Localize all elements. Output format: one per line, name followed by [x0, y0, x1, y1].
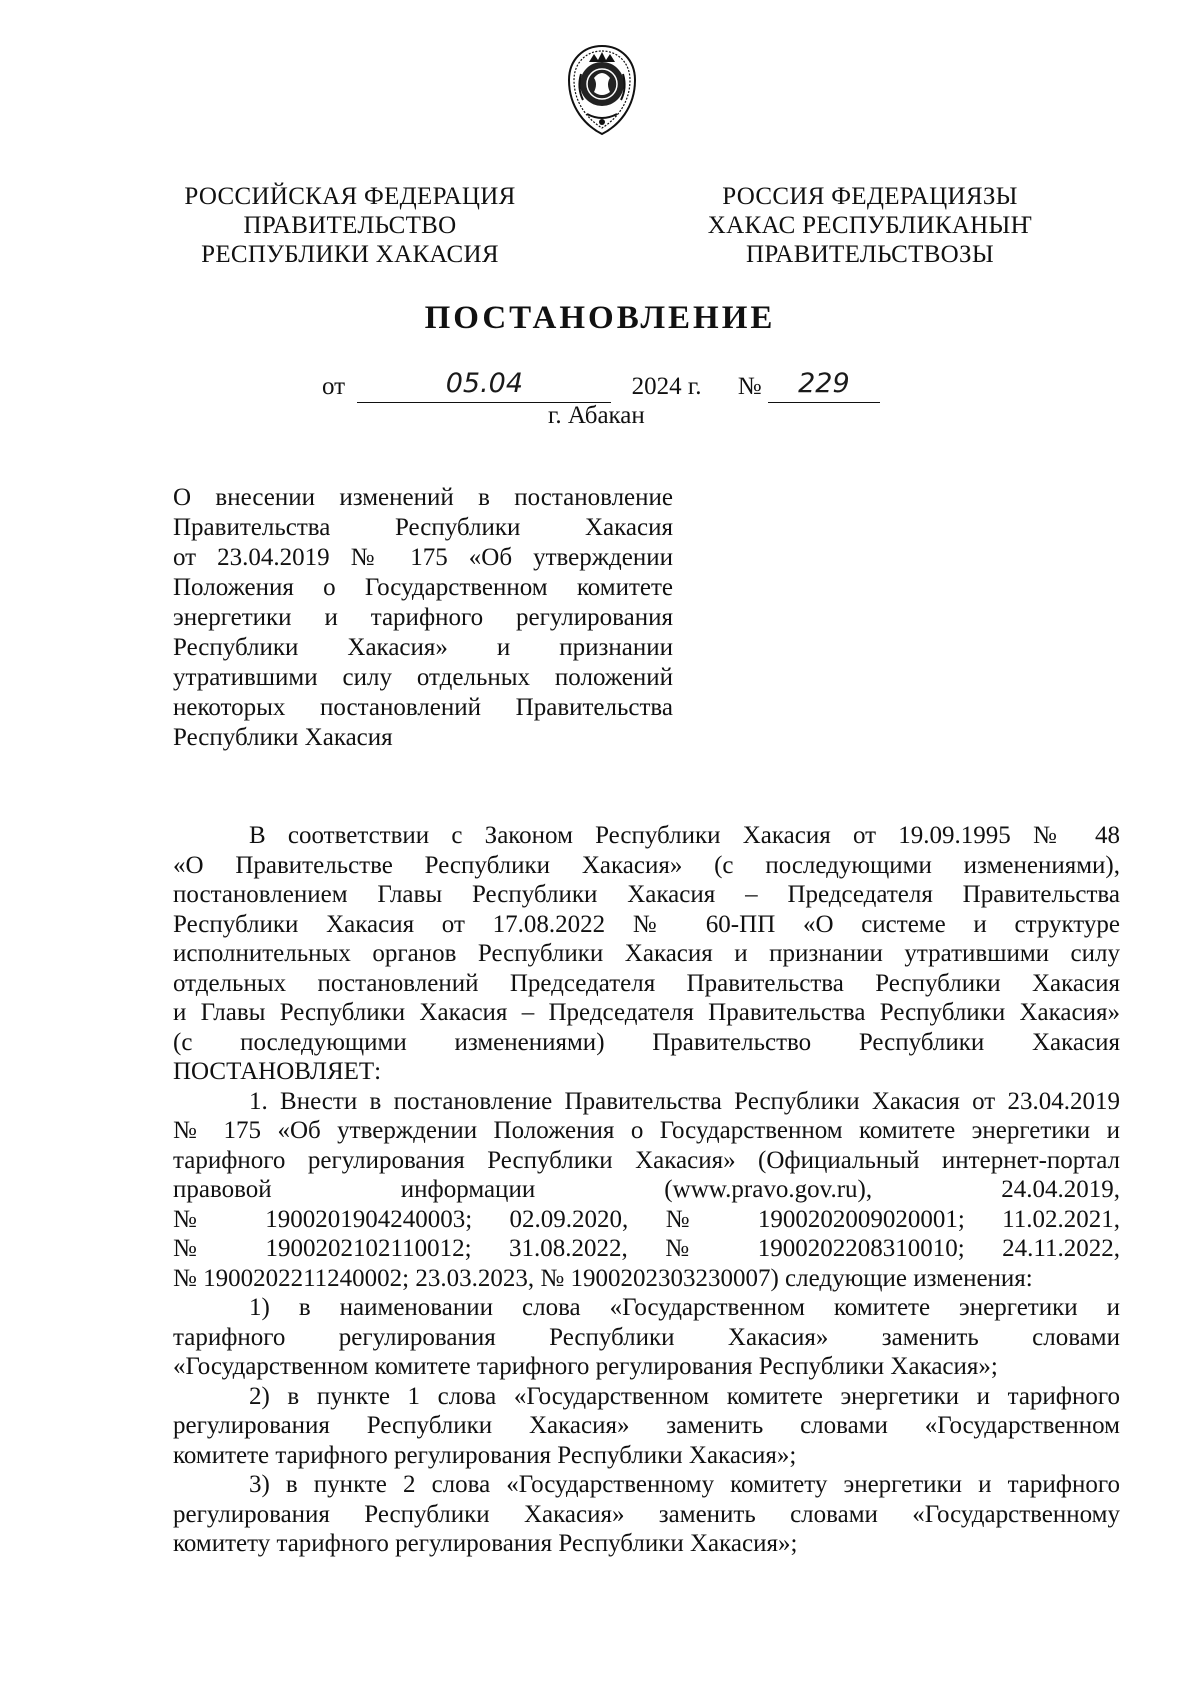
- body-line: ПОСТАНОВЛЯЕТ:: [173, 1058, 382, 1085]
- header-left-line: ПРАВИТЕЛЬСТВО: [243, 212, 457, 239]
- body-line: «Государственном комитете тарифного регулирования Республики Хакасия»;: [173, 1353, 998, 1380]
- body-line: № 1900202102110012; 31.08.2022, № 1900202208310010; 24.11.2022,: [173, 1235, 1120, 1262]
- body-line: Республики Хакасия от 17.08.2022 № 60-ПП «О системе и структуре: [173, 910, 1120, 938]
- body-line: комитете тарифного регулирования Республики Хакасия»;: [173, 1441, 797, 1469]
- subject-line: Республики Хакасия: [173, 724, 393, 751]
- city-label: г. Абакан: [548, 402, 645, 429]
- body-line: регулирования Республики Хакасия» заменить словами «Государственному: [173, 1500, 1120, 1528]
- date-value: 05.04: [357, 370, 611, 403]
- body-line: тарифного регулирования Республики Хакасия» заменить словами: [173, 1323, 1120, 1351]
- number-value: 229: [768, 370, 880, 403]
- body-line: правовой информации (www.pravo.gov.ru), 24.04.2019,: [173, 1176, 1120, 1203]
- header-left-line: РЕСПУБЛИКИ ХАКАСИЯ: [201, 241, 499, 268]
- subject-line: утратившими силу отдельных положений: [173, 664, 673, 691]
- subject-block: [173, 483, 673, 753]
- body-line: 3) в пункте 2 слова «Государственному комитету энергетики и тарифного: [249, 1471, 1120, 1498]
- body-line: 1) в наименовании слова «Государственном комитете энергетики и: [249, 1294, 1120, 1321]
- subject-line: некоторых постановлений Правительства: [173, 694, 673, 721]
- header-left-line: РОССИЙСКАЯ ФЕДЕРАЦИЯ: [184, 183, 516, 210]
- subject-line: от 23.04.2019 № 175 «Об утверждении: [173, 544, 673, 571]
- body-line: и Главы Республики Хакасия – Председателя Правительства Республики Хакасия»: [173, 999, 1120, 1026]
- header-right-line: ПРАВИТЕЛЬСТВОЗЫ: [746, 241, 994, 268]
- body-line: 2) в пункте 1 слова «Государственном комитете энергетики и тарифного: [249, 1382, 1120, 1410]
- body-line: (с последующими изменениями) Правительство Республики Хакасия: [173, 1028, 1120, 1056]
- subject-line: Республики Хакасия» и признании: [173, 634, 673, 661]
- body-line: «О Правительстве Республики Хакасия» (с последующими изменениями),: [173, 851, 1120, 879]
- body-line: 1. Внести в постановление Правительства Республики Хакасия от 23.04.2019: [249, 1087, 1120, 1115]
- document-title: ПОСТАНОВЛЕНИЕ: [424, 300, 776, 336]
- coat-of-arms-emblem: [563, 40, 641, 140]
- body-line: № 175 «Об утверждении Положения о Государственном комитете энергетики и: [173, 1117, 1120, 1144]
- date-prefix: от: [322, 373, 346, 400]
- body-line: регулирования Республики Хакасия» заменить словами «Государственном: [173, 1412, 1120, 1439]
- subject-line: Положения о Государственном комитете: [173, 574, 673, 601]
- body-line: № 1900201904240003; 02.09.2020, № 1900202009020001; 11.02.2021,: [173, 1205, 1120, 1233]
- body-line: отдельных постановлений Председателя Правительства Республики Хакасия: [173, 969, 1120, 997]
- header-left: [150, 182, 550, 269]
- body-line: тарифного регулирования Республики Хакасия» (Официальный интернет-портал: [173, 1146, 1120, 1174]
- body-line: № 1900202211240002; 23.03.2023, № 1900202303230007) следующие изменения:: [173, 1264, 1033, 1292]
- number-label: №: [737, 373, 762, 400]
- subject-line: Правительства Республики Хакасия: [173, 514, 673, 541]
- body-line: В соответствии с Законом Республики Хакасия от 19.09.1995 № 48: [249, 822, 1120, 849]
- header-right-line: РОССИЯ ФЕДЕРАЦИЯЗЫ: [722, 183, 1018, 210]
- subject-line: энергетики и тарифного регулирования: [173, 604, 673, 631]
- document-body: [173, 821, 1120, 1559]
- body-line: постановлением Главы Республики Хакасия – Председателя Правительства: [173, 881, 1120, 908]
- subject-line: О внесении изменений в постановление: [173, 484, 673, 511]
- body-line: комитету тарифного регулирования Республики Хакасия»;: [173, 1530, 798, 1557]
- date-line: [322, 370, 880, 404]
- body-line: исполнительных органов Республики Хакасия и признании утратившими силу: [173, 940, 1120, 967]
- header-right-line: ХАКАС РЕСПУБЛИКАНЫҤ: [707, 212, 1033, 239]
- date-year: 2024 г.: [631, 373, 702, 400]
- header-right: [670, 182, 1070, 269]
